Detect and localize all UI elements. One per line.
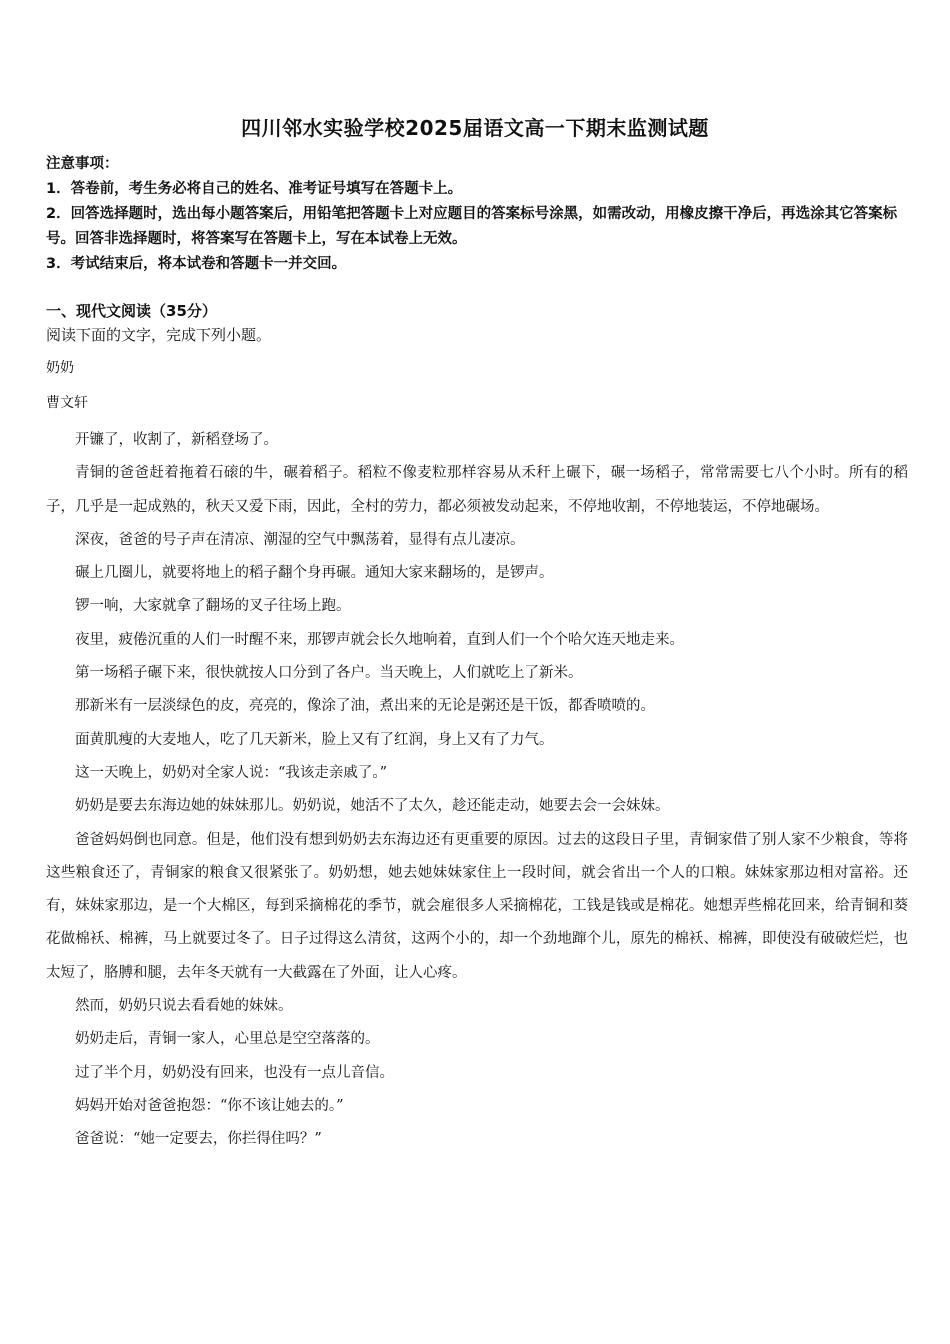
article-paragraph: 奶奶走后，青铜一家人，心里总是空空落落的。 [75, 1031, 380, 1048]
article-paragraph: 这一天晚上，奶奶对全家人说：“我该走亲戚了。” [75, 764, 388, 781]
article-paragraph: 深夜，爸爸的号子声在清凉、潮湿的空气中飘荡着，显得有点儿凄凉。 [75, 531, 525, 548]
article-paragraph: 那新米有一层淡绿色的皮，亮亮的，像涂了油，煮出来的无论是粥还是干饭，都香喷喷的。 [75, 698, 655, 715]
article-paragraph: 夜里，疲倦沉重的人们一时醒不来，那锣声就会长久地响着，直到人们一个个哈欠连天地走来。 [75, 631, 684, 648]
article-paragraph: 碾上几圈儿，就要将地上的稻子翻个身再碾。通知大家来翻场的，是锣声。 [75, 565, 554, 582]
article-paragraph: 然而，奶奶只说去看看她的妹妹。 [75, 998, 293, 1015]
article-paragraph: 过了半个月，奶奶没有回来，也没有一点儿音信。 [75, 1064, 394, 1081]
article-paragraph: 第一场稻子碾下来，很快就按人口分到了各户。当天晚上，人们就吃上了新米。 [75, 665, 583, 682]
article-title: 奶奶 [46, 360, 74, 376]
article-body [46, 424, 908, 1157]
notice-item: 3．考试结束后，将本试卷和答题卡一并交回。 [46, 256, 347, 272]
article-author: 曹文轩 [46, 395, 88, 411]
article-paragraph: 爸爸妈妈倒也同意。但是，他们没有想到奶奶去东海边还有更重要的原因。过去的这段日子里，青铜家借了别人家不少粮食，等将这些粮食还了，青铜家的粮食又很紧张了。奶奶想，她去她妹妹家住上一段时间，就会省出一个人的口粮。妹妹家那边相对富裕。还有，妹妹家那边，是一个大棉区，每到采摘棉花的季节，就会雇很多人采摘棉花，工钱是钱或是棉花。她想弄些棉花回来，给青铜和葵花做棉袄、棉裤，马上就要过冬了。日子过得这么清贫，这两个小的，却一个劲地蹿个儿，原先的棉袄、棉裤，即使没有破破烂烂，也太短了，胳膊和腿，去年冬天就有一大截露在了外面，让人心疼。 [46, 831, 908, 981]
article-paragraph: 爸爸说：“她一定要去，你拦得住吗？” [75, 1131, 322, 1148]
exam-title: 四川邻水实验学校2025届语文高一下期末监测试题 [241, 116, 709, 140]
notice-heading: 注意事项： [46, 156, 119, 172]
article-paragraph: 面黄肌瘦的大麦地人，吃了几天新米，脸上又有了红润，身上又有了力气。 [75, 731, 554, 748]
article-paragraph: 锣一响，大家就拿了翻场的叉子往场上跑。 [75, 598, 351, 615]
article-paragraph: 开镰了，收割了，新稻登场了。 [75, 432, 278, 448]
article-paragraph: 奶奶是要去东海边她的妹妹那儿。奶奶说，她活不了太久，趁还能走动，她要去会一会妹妹。 [75, 798, 670, 815]
notice-item: 1．答卷前，考生务必将自己的姓名、准考证号填写在答题卡上。 [46, 181, 463, 197]
section-instruction: 阅读下面的文字，完成下列小题。 [46, 326, 272, 344]
section-heading: 一、现代文阅读（35分） [46, 302, 217, 320]
article-paragraph: 妈妈开始对爸爸抱怨：“你不该让她去的。” [75, 1097, 344, 1114]
notice-item: 2．回答选择题时，选出每小题答案后，用铅笔把答题卡上对应题目的答案标号涂黑，如需改动，用橡皮擦干净后，再选涂其它答案标号。回答非选择题时，将答案写在答题卡上，写在本试卷上无效。 [46, 206, 898, 247]
article-paragraph: 青铜的爸爸赶着拖着石磙的牛，碾着稻子。稻粒不像麦粒那样容易从禾秆上碾下，碾一场稻子，常常需要七八个小时。所有的稻子，几乎是一起成熟的，秋天又爱下雨，因此，全村的劳力，都必须被发动起来，不停地收割，不停地装运，不停地碾场。 [46, 465, 908, 515]
notice-block [46, 152, 908, 277]
